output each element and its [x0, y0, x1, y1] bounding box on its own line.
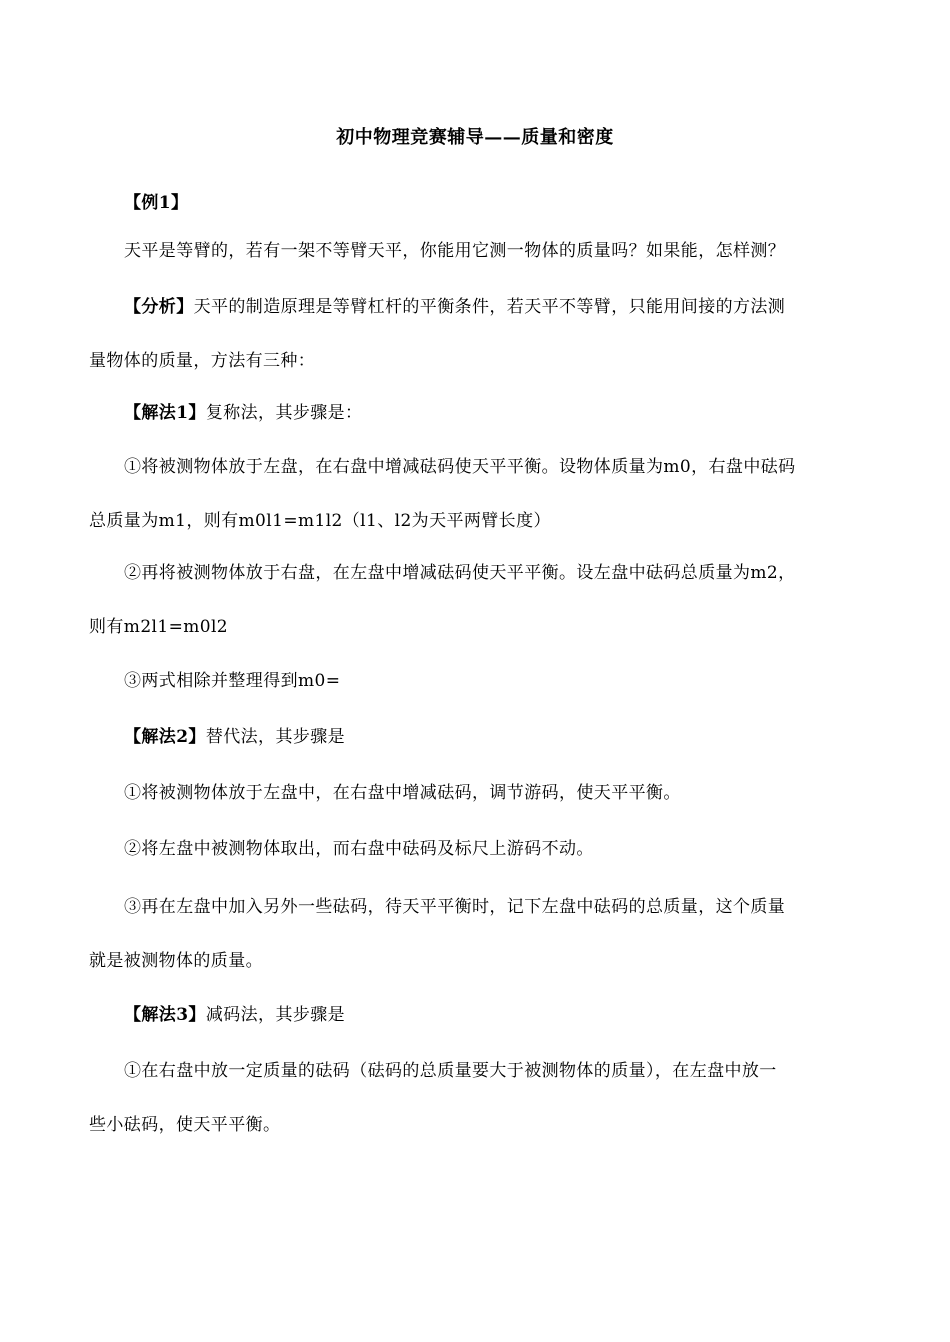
method1-label: 【解法1】 [124, 403, 206, 423]
method2-step1 [89, 766, 865, 820]
method2-intro: 替代法，其步骤是 [205, 727, 346, 747]
method1-heading [89, 386, 865, 440]
method2-step2 [89, 822, 865, 876]
method1-step3-text: ③两式相除并整理得到m0= [124, 671, 341, 691]
page-title: 初中物理竞赛辅导——质量和密度 [336, 127, 614, 148]
method2-step2-text: ②将左盘中被测物体取出，而右盘中砝码及标尺上游码不动。 [124, 839, 594, 859]
example-label: 【例1】 [124, 193, 189, 213]
analysis-label: 【分析】 [124, 297, 194, 317]
method2-step1-text: ①将被测物体放于左盘中，在右盘中增减砝码，调节游码，使天平平衡。 [124, 783, 681, 803]
method3-heading [89, 988, 865, 1042]
method1-step1-line-1: ①将被测物体放于左盘，在右盘中增减砝码使天平平衡。设物体质量为m0，右盘中砝码 [124, 457, 796, 477]
analysis-line-1: 天平的制造原理是等臂杠杆的平衡条件，若天平不等臂，只能用间接的方法测 [193, 297, 786, 317]
analysis-line-2: 量物体的质量，方法有三种： [89, 351, 316, 371]
method3-intro: 减码法，其步骤是 [205, 1005, 346, 1025]
method2-step3 [89, 880, 865, 988]
method3-step1-line-2: 些小砝码，使天平平衡。 [89, 1115, 281, 1135]
method3-step1 [89, 1044, 865, 1152]
method2-step3-line-1: ③再在左盘中加入另外一些砝码，待天平平衡时，记下左盘中砝码的总质量，这个质量 [124, 897, 786, 917]
method3-step1-line-1: ①在右盘中放一定质量的砝码（砝码的总质量要大于被测物体的质量），在左盘中放一 [124, 1061, 777, 1081]
method3-label: 【解法3】 [124, 1005, 206, 1025]
question-text: 天平是等臂的，若有一架不等臂天平，你能用它测一物体的质量吗？如果能，怎样测？ [124, 241, 786, 261]
method1-step3 [89, 654, 865, 708]
analysis-paragraph [89, 280, 865, 388]
method2-heading [89, 710, 865, 764]
method2-step3-line-2: 就是被测物体的质量。 [89, 951, 263, 971]
question-paragraph [89, 224, 865, 278]
method1-step1-line-2: 总质量为m1，则有m0l1=m1l2（l1、l2为天平两臂长度） [89, 511, 551, 531]
method1-step2-line-1: ②再将被测物体放于右盘，在左盘中增减砝码使天平平衡。设左盘中砝码总质量为m2， [124, 563, 796, 583]
method1-intro: 复称法，其步骤是： [205, 403, 363, 423]
method2-label: 【解法2】 [124, 727, 206, 747]
method1-step1 [89, 440, 865, 548]
method1-step2-line-2: 则有m2l1=m0l2 [89, 617, 229, 637]
example-heading [89, 176, 865, 230]
method1-step2 [89, 546, 865, 654]
